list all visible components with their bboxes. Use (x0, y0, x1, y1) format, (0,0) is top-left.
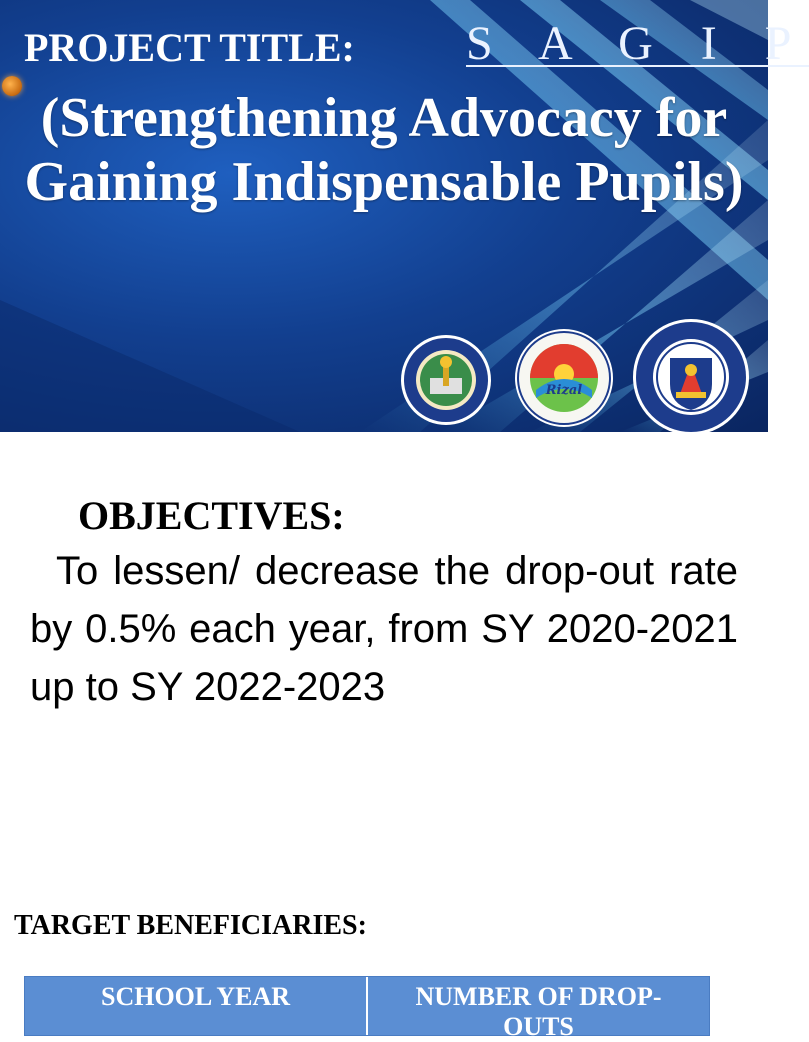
deped-seal-icon (632, 318, 750, 436)
objectives-heading: OBJECTIVES: (78, 493, 345, 538)
project-subtitle: (Strengthening Advocacy for Gaining Indispensable Pupils) (24, 87, 744, 213)
objectives-text: To lessen/ decrease the drop-out rate by 0.5% each year, from SY 2020-2021 up to SY 2022-2023 (30, 549, 738, 709)
table-header-school-year: SCHOOL YEAR (100, 982, 291, 1011)
title-banner (0, 0, 809, 432)
table-header-number-of-drop-outs: NUMBER OF DROP-OUTS (366, 977, 709, 1035)
kagawaran-ng-edukasyon-logo (632, 318, 750, 436)
deped-rizal-division-logo (514, 328, 614, 428)
school-seal-icon (400, 334, 492, 426)
project-title-line (24, 17, 809, 72)
deped-rizal-seal-icon (514, 328, 614, 428)
school-seal-logo (400, 334, 492, 426)
beneficiaries-table (24, 976, 710, 1041)
project-name: S A G I P (466, 17, 809, 70)
project-title-label: PROJECT TITLE: (24, 25, 355, 70)
svg-text:Rizal: Rizal (545, 383, 583, 398)
target-beneficiaries-heading: TARGET BENEFICIARIES: (14, 910, 367, 941)
